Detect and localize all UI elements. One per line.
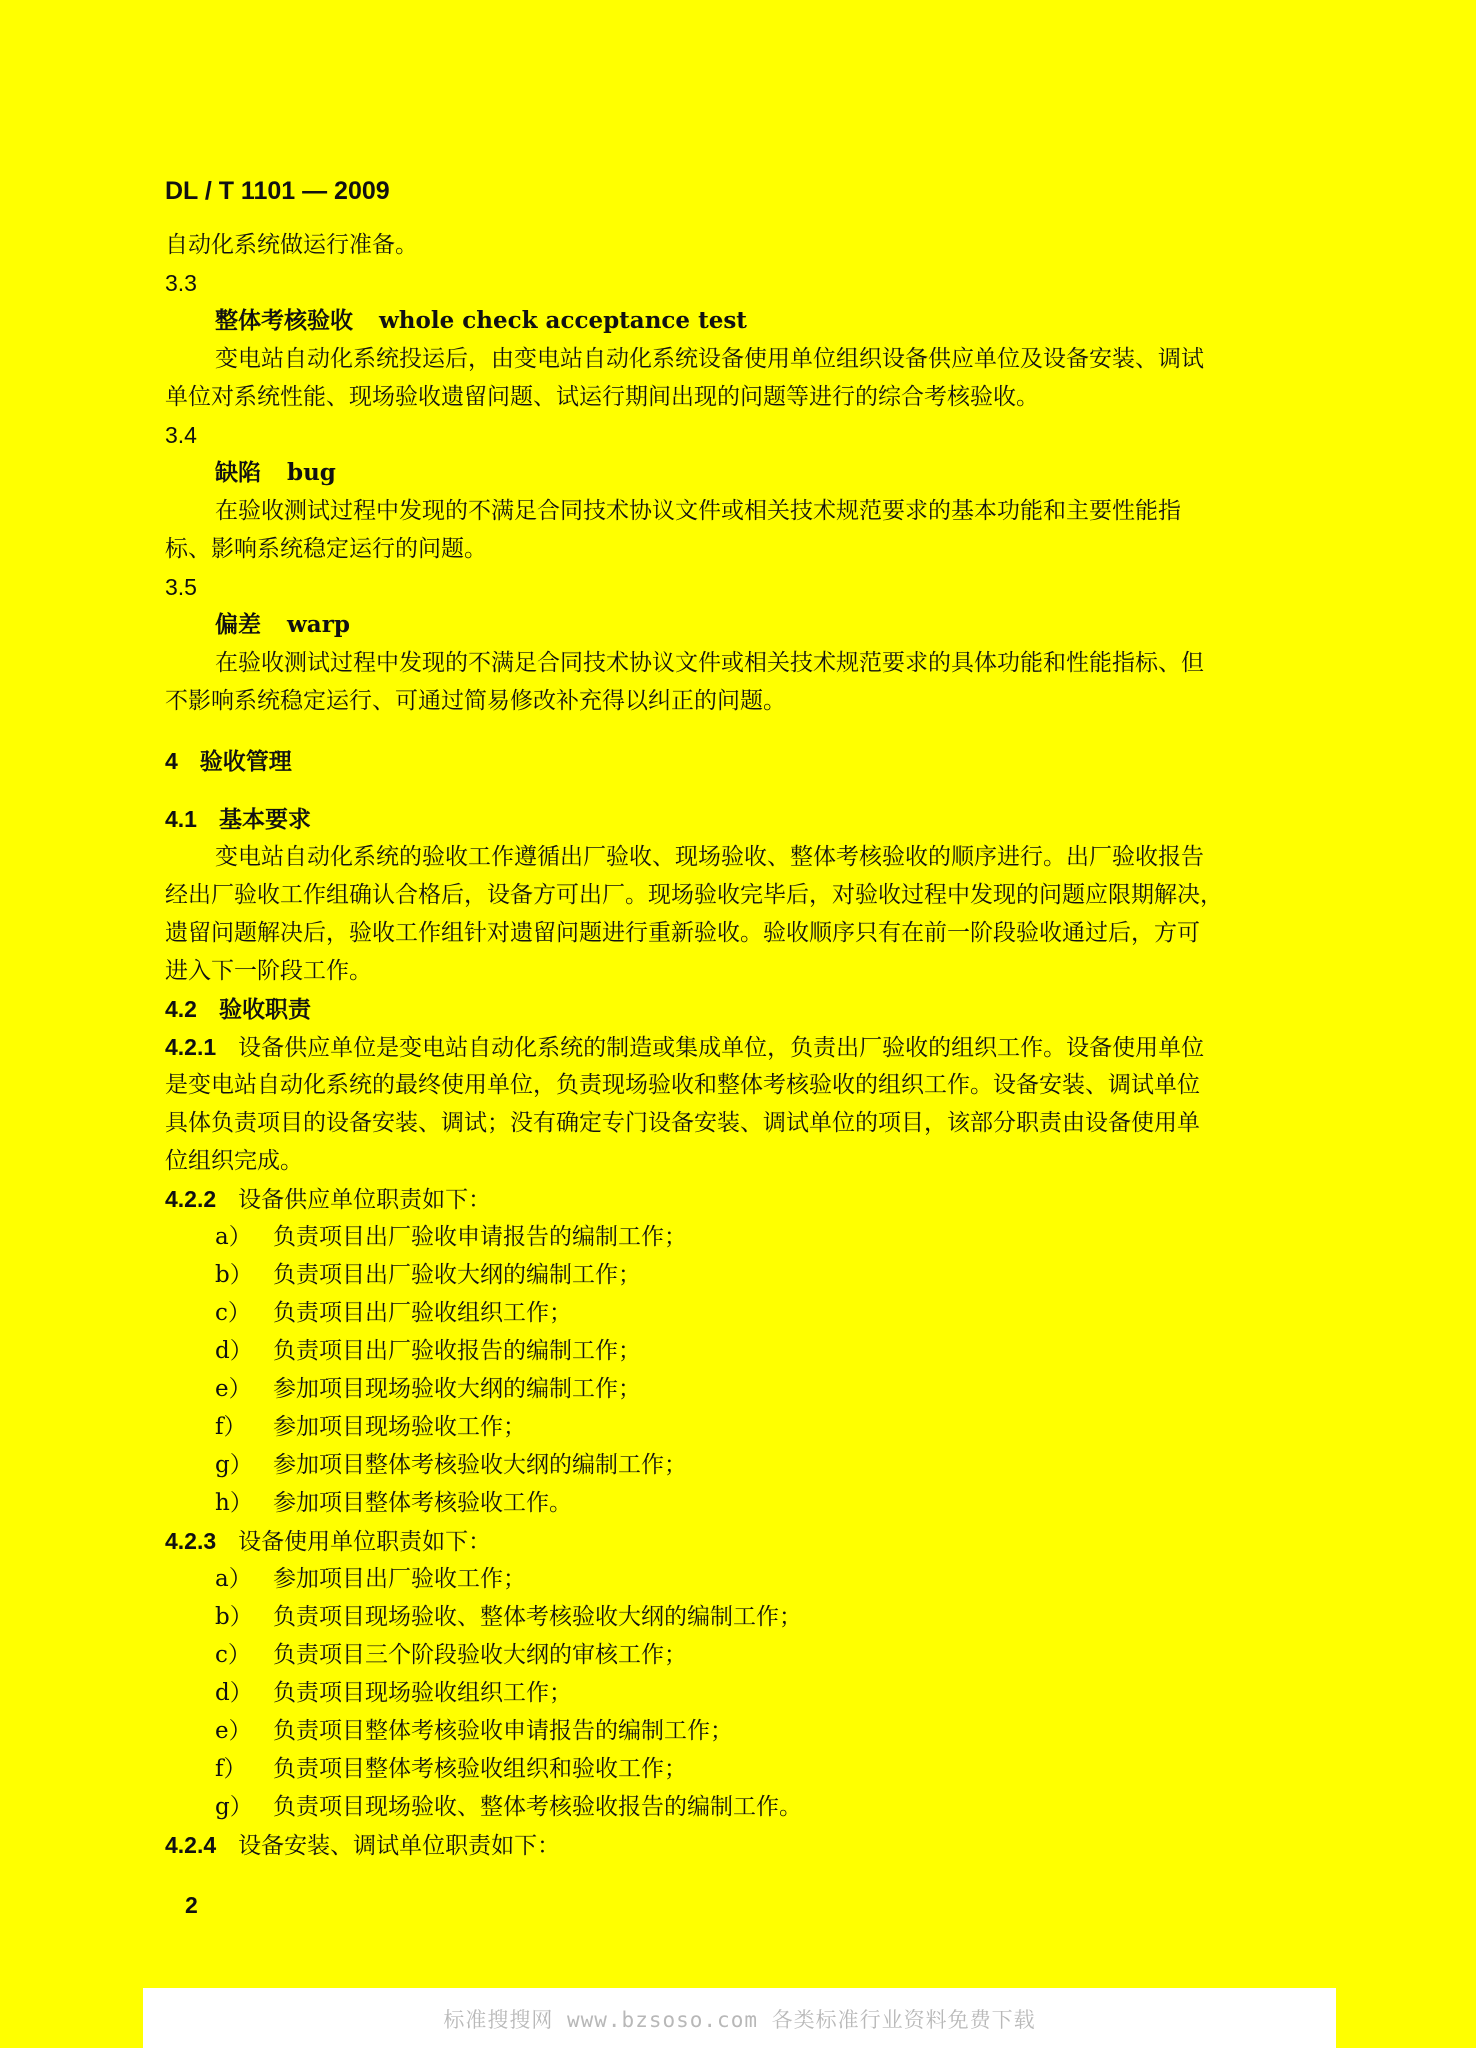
- section-number: 4.1: [165, 806, 197, 832]
- list-item: [215, 1260, 641, 1290]
- term-en: warp: [287, 611, 350, 638]
- list-item: [215, 1222, 687, 1252]
- list-item: [215, 1488, 572, 1518]
- section-heading-4-2: [165, 994, 311, 1025]
- list-item: [215, 1640, 687, 1670]
- list-item: [215, 1602, 802, 1632]
- page-number: 2: [185, 1892, 198, 1918]
- continuation-text: 自动化系统做运行准备。: [165, 232, 418, 258]
- list-item: [215, 1754, 687, 1784]
- term-en: bug: [287, 459, 336, 486]
- term-number-3-5: 3.5: [165, 574, 197, 600]
- term-heading-3-5: [215, 610, 350, 640]
- list-item-text: 参加项目出厂验收工作；: [273, 1566, 526, 1592]
- list-item-text: 参加项目现场验收大纲的编制工作；: [273, 1376, 641, 1402]
- list-item-label: a）: [215, 1566, 252, 1592]
- section-title: 验收管理: [199, 748, 292, 775]
- clause-number: 4.2.4: [165, 1832, 217, 1858]
- section-title: 验收职责: [218, 996, 311, 1023]
- list-item: [215, 1678, 572, 1708]
- paragraph-line: 是变电站自动化系统的最终使用单位，负责现场验收和整体考核验收的组织工作。设备安装、调试单位: [165, 1072, 1200, 1098]
- paragraph-line: 进入下一阶段工作。: [165, 958, 372, 984]
- section-heading-4-1: [165, 804, 311, 835]
- list-item-label: d）: [215, 1680, 253, 1706]
- paragraph-line: 单位对系统性能、现场验收遗留问题、试运行期间出现的问题等进行的综合考核验收。: [165, 384, 1039, 410]
- list-item-text: 负责项目出厂验收组织工作；: [273, 1300, 572, 1326]
- list-item: [215, 1792, 802, 1822]
- clause-number: 4.2.2: [165, 1186, 217, 1212]
- list-item-text: 参加项目现场验收工作；: [273, 1414, 526, 1440]
- clause-text: 设备供应单位职责如下：: [238, 1187, 492, 1213]
- clause-text: 设备使用单位职责如下：: [238, 1529, 492, 1555]
- list-item-text: 参加项目整体考核验收工作。: [273, 1490, 572, 1516]
- list-item-label: b）: [215, 1604, 253, 1630]
- clause-4-2-4-intro: [165, 1830, 560, 1861]
- list-item: [215, 1336, 641, 1366]
- paragraph-line: 标、影响系统稳定运行的问题。: [165, 536, 487, 562]
- paragraph-line: 变电站自动化系统投运后，由变电站自动化系统设备使用单位组织设备供应单位及设备安装、调试: [215, 346, 1204, 372]
- list-item-label: c）: [215, 1642, 251, 1668]
- list-item-label: d）: [215, 1338, 253, 1364]
- list-item-label: e）: [215, 1376, 252, 1402]
- list-item: [215, 1564, 526, 1594]
- clause-4-2-3-intro: [165, 1526, 491, 1557]
- term-number-3-3: 3.3: [165, 270, 197, 296]
- list-item-text: 参加项目整体考核验收大纲的编制工作；: [273, 1452, 687, 1478]
- list-item-text: 负责项目出厂验收申请报告的编制工作；: [273, 1224, 687, 1250]
- paragraph-line: 在验收测试过程中发现的不满足合同技术协议文件或相关技术规范要求的基本功能和主要性能指: [215, 498, 1181, 524]
- list-item-label: g）: [215, 1452, 253, 1478]
- term-en: whole check acceptance test: [379, 307, 747, 334]
- list-item-label: a）: [215, 1224, 252, 1250]
- list-item: [215, 1374, 641, 1404]
- footer-watermark: 标准搜搜网 www.bzsoso.com 各类标准行业资料免费下载: [443, 2008, 1036, 2032]
- list-item-label: c）: [215, 1300, 251, 1326]
- list-item-label: e）: [215, 1718, 252, 1744]
- list-item-text: 负责项目三个阶段验收大纲的审核工作；: [273, 1642, 687, 1668]
- term-heading-3-4: [215, 458, 336, 488]
- paragraph-line: 具体负责项目的设备安装、调试；没有确定专门设备安装、调试单位的项目，该部分职责由设备使用单: [165, 1110, 1200, 1136]
- list-item-text: 负责项目现场验收组织工作；: [273, 1680, 572, 1706]
- list-item: [215, 1716, 733, 1746]
- clause-number: 4.2.3: [165, 1528, 217, 1554]
- list-item: [215, 1412, 526, 1442]
- list-item-text: 负责项目整体考核验收申请报告的编制工作；: [273, 1718, 733, 1744]
- section-number: 4.2: [165, 996, 197, 1022]
- term-number-3-4: 3.4: [165, 422, 197, 448]
- term-zh: 缺陷: [215, 459, 261, 486]
- paragraph-line: 变电站自动化系统的验收工作遵循出厂验收、现场验收、整体考核验收的顺序进行。出厂验收报告: [215, 844, 1204, 870]
- list-item: [215, 1450, 687, 1480]
- paragraph-line: 位组织完成。: [165, 1148, 303, 1174]
- list-item-text: 负责项目出厂验收报告的编制工作；: [273, 1338, 641, 1364]
- section-heading-4: [165, 746, 292, 777]
- paragraph-line: 经出厂验收工作组确认合格后，设备方可出厂。现场验收完毕后，对验收过程中发现的问题应限期解决，: [165, 882, 1223, 908]
- list-item-text: 负责项目现场验收、整体考核验收报告的编制工作。: [273, 1794, 802, 1820]
- clause-text: 设备安装、调试单位职责如下：: [238, 1833, 561, 1859]
- clause-text: 设备供应单位是变电站自动化系统的制造或集成单位，负责出厂验收的组织工作。设备使用单位: [238, 1035, 1205, 1061]
- term-heading-3-3: [215, 306, 747, 336]
- clause-4-2-2-intro: [165, 1184, 491, 1215]
- list-item-label: g）: [215, 1794, 253, 1820]
- paragraph-line: 遗留问题解决后，验收工作组针对遗留问题进行重新验收。验收顺序只有在前一阶段验收通过后，方可: [165, 920, 1200, 946]
- list-item: [215, 1298, 572, 1328]
- term-zh: 整体考核验收: [215, 307, 353, 334]
- list-item-label: f）: [215, 1414, 247, 1440]
- standard-code-header: DL / T 1101 — 2009: [165, 177, 390, 205]
- clause-number: 4.2.1: [165, 1034, 217, 1060]
- footer-banner: [143, 1988, 1336, 2048]
- list-item-text: 负责项目整体考核验收组织和验收工作；: [273, 1756, 687, 1782]
- list-item-text: 负责项目现场验收、整体考核验收大纲的编制工作；: [273, 1604, 802, 1630]
- list-item-text: 负责项目出厂验收大纲的编制工作；: [273, 1262, 641, 1288]
- term-zh: 偏差: [215, 611, 261, 638]
- list-item-label: b）: [215, 1262, 253, 1288]
- paragraph-line: 不影响系统稳定运行、可通过简易修改补充得以纠正的问题。: [165, 688, 786, 714]
- section-title: 基本要求: [218, 806, 311, 833]
- list-item-label: f）: [215, 1756, 247, 1782]
- paragraph-line: 在验收测试过程中发现的不满足合同技术协议文件或相关技术规范要求的具体功能和性能指标、但: [215, 650, 1204, 676]
- list-item-label: h）: [215, 1490, 253, 1516]
- section-number: 4: [165, 748, 178, 774]
- clause-4-2-1-line: [165, 1032, 1204, 1063]
